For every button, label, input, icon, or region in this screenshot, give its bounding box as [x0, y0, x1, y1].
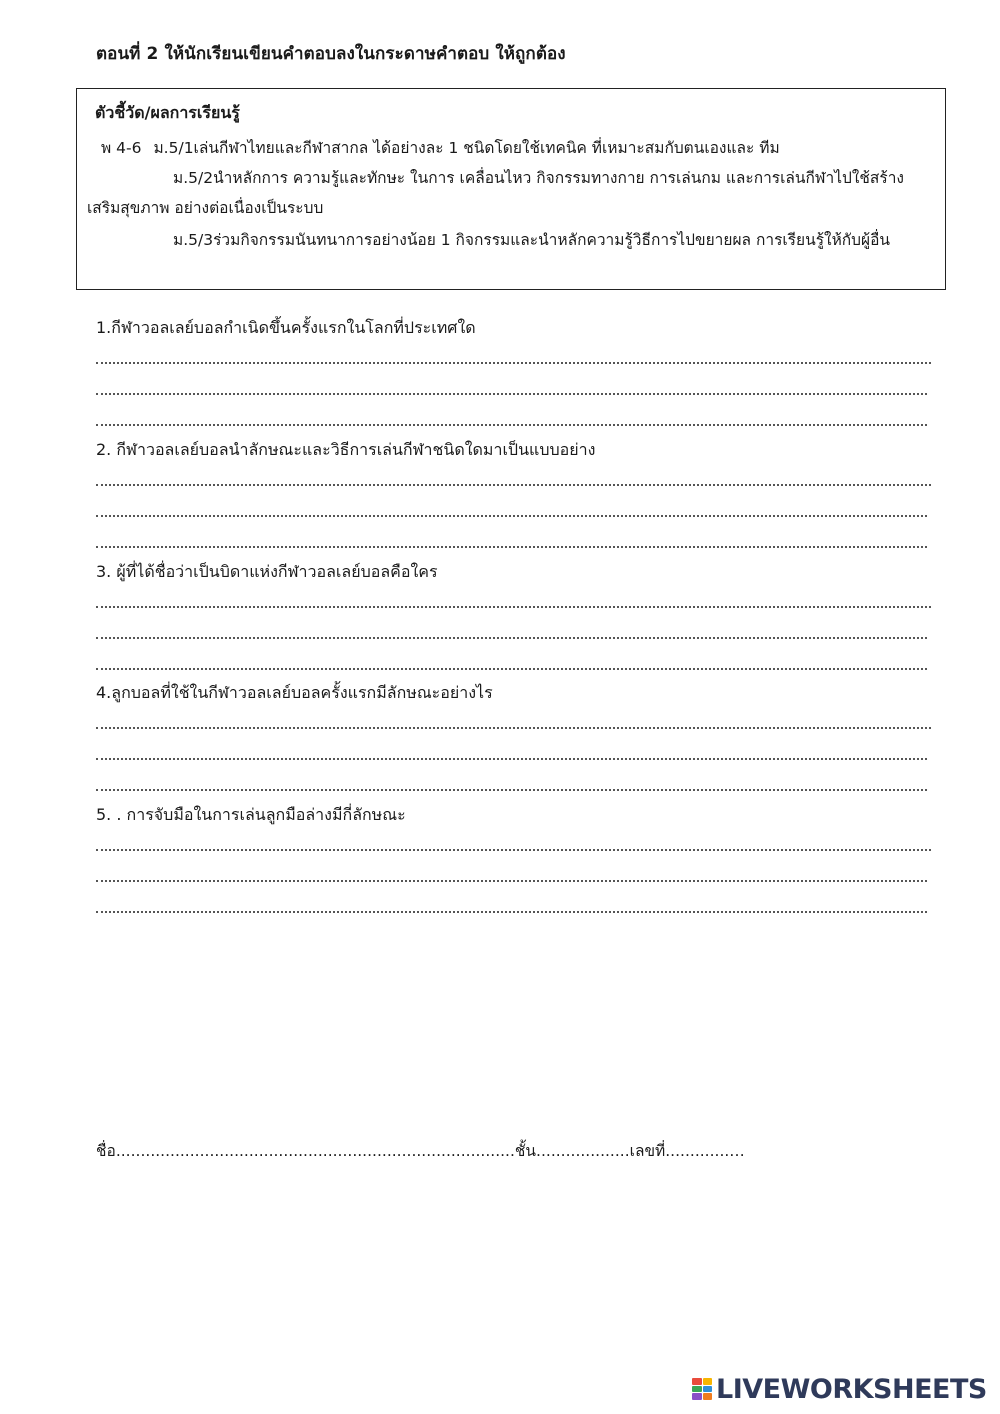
- answer-line[interactable]: [96, 789, 927, 791]
- section-header: ตอนที่ 2 ให้นักเรียนเขียนคำตอบลงในกระดาษคำตอบ ให้ถูกต้อง: [96, 44, 566, 64]
- answer-line[interactable]: [96, 606, 931, 608]
- question-3: 3. ผู้ที่ได้ชื่อว่าเป็นบิดาแห่งกีฬาวอลเลย์บอลคือใคร: [96, 562, 438, 581]
- answer-line[interactable]: [96, 362, 931, 364]
- indicator-text-1: ม.5/1เล่นกีฬาไทยและกีฬาสากล ได้อย่างละ 1 ชนิดโดยใช้เทคนิค ที่เหมาะสมกับตนเองและ ทีม: [153, 139, 780, 157]
- question-5: 5. . การจับมือในการเล่นลูกมือล่างมีกี่ลักษณะ: [96, 805, 406, 824]
- answer-line[interactable]: [96, 484, 931, 486]
- logo-square: [692, 1386, 702, 1393]
- indicator-code: พ 4-6: [101, 139, 142, 157]
- logo-square: [692, 1393, 702, 1400]
- answer-line[interactable]: [96, 668, 927, 670]
- answer-line[interactable]: [96, 393, 927, 395]
- logo-square: [703, 1386, 713, 1393]
- liveworksheets-logo: [692, 1372, 987, 1406]
- answer-line[interactable]: [96, 849, 931, 851]
- logo-square: [692, 1378, 702, 1385]
- indicators-box: [76, 88, 946, 290]
- answer-line[interactable]: [96, 911, 927, 913]
- liveworksheets-logo-icon: [692, 1378, 712, 1400]
- logo-square: [703, 1393, 713, 1400]
- indicator-line-1: [101, 135, 780, 160]
- answer-line[interactable]: [96, 424, 927, 426]
- answer-line[interactable]: [96, 758, 927, 760]
- indicators-title: ตัวชี้วัด/ผลการเรียนรู้: [95, 103, 240, 122]
- indicator-line-2: ม.5/2นำหลักการ ความรู้และทักษะ ในการ เคลื่อนไหว กิจกรรมทางกาย การเล่นกม และการเล่นกีฬาไปใช้สร้าง: [173, 169, 904, 187]
- question-1: 1.กีฬาวอลเลย์บอลกำเนิดขึ้นครั้งแรกในโลกที่ประเทศใด: [96, 318, 476, 337]
- logo-square: [703, 1378, 713, 1385]
- logo-wordmark: LIVEWORKSHEETS: [716, 1373, 987, 1405]
- question-2: 2. กีฬาวอลเลย์บอลนำลักษณะและวิธีการเล่นกีฬาชนิดใดมาเป็นแบบอย่าง: [96, 440, 596, 459]
- answer-line[interactable]: [96, 515, 927, 517]
- answer-line[interactable]: [96, 727, 931, 729]
- question-4: 4.ลูกบอลที่ใช้ในกีฬาวอลเลย์บอลครั้งแรกมีลักษณะอย่างไร: [96, 683, 493, 702]
- answer-line[interactable]: [96, 546, 927, 548]
- indicator-line-4: ม.5/3ร่วมกิจกรรมนันทนาการอย่างน้อย 1 กิจกรรมและนำหลักความรู้วิธีการไปขยายผล การเรียนรู้ให้กับผู้อื่น: [173, 231, 891, 249]
- student-info-line: ชื่อ.................................................................................ชั้น...................เลขที่.............…: [96, 1142, 745, 1160]
- indicator-line-3: เสริมสุขภาพ อย่างต่อเนื่องเป็นระบบ: [87, 199, 324, 217]
- answer-line[interactable]: [96, 880, 927, 882]
- answer-line[interactable]: [96, 637, 927, 639]
